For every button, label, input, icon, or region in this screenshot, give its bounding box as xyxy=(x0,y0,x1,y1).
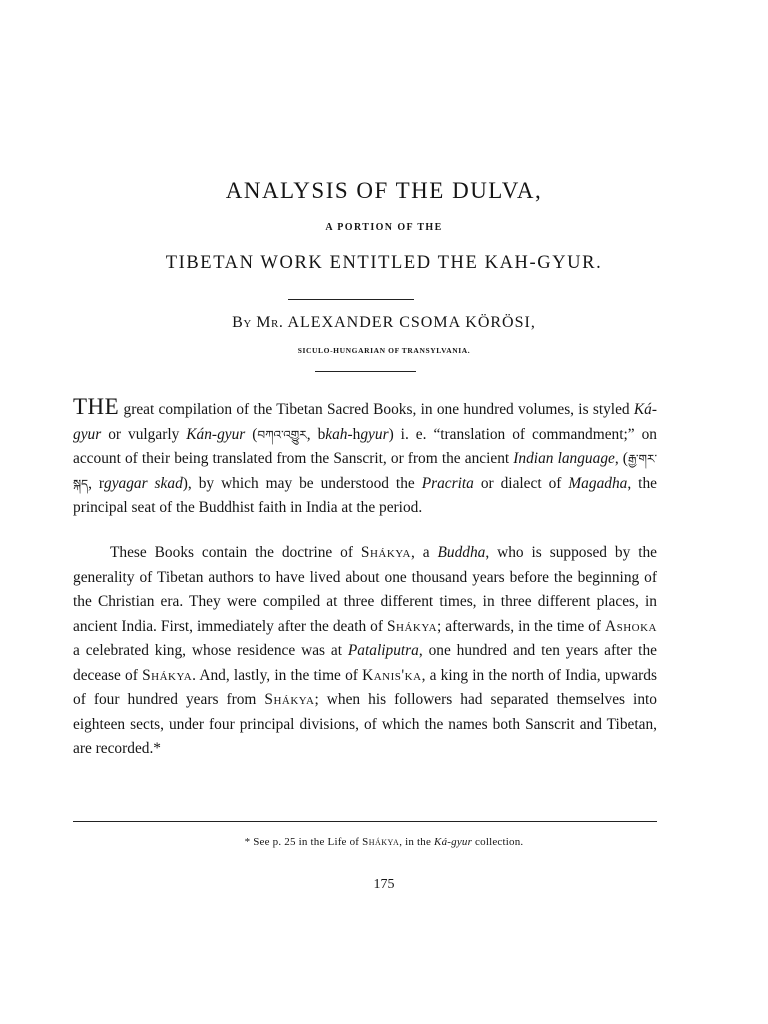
drop-capital: THE xyxy=(73,394,120,419)
byline-prefix: By Mr. xyxy=(232,314,284,331)
author-byline xyxy=(0,314,768,332)
article-subtitle: A PORTION OF THE xyxy=(325,222,443,233)
article-title: ANALYSIS OF THE DULVA, xyxy=(225,178,543,203)
page-number: 175 xyxy=(373,877,395,892)
paragraph-2: These Books contain the doctrine of Shákya, a Buddha, who is supposed by the generality of Tibetan authors to have lived about one thousand years before the beginning of the Christian era. They were compiled at three different times, in three different places, in ancient India. First, immediately after the death of Shákya; afterwards, in the time of Ashoka a celebrated king, whose residence was at Pataliputra, one hundred and ten years after the decease of Shákya. And, lastly, in the time of Kanis'ka, a king in the north of India, upwards of four hundred years from Shákya; when his followers had separated themselves into eighteen sects, under four principal divisions, of which the names both Sanscrit and Tibetan, are recorded.* xyxy=(73,544,658,757)
article-title-continued: TIBETAN WORK ENTITLED THE KAH-GYUR. xyxy=(165,253,603,273)
paragraph-1: THE great compilation of the Tibetan Sacred Books, in one hundred volumes, is styled Ká-gyur or vulgarly Kán-gyur (བཀའ་འགྱུར, bkah-hgyur) i. e. “translation of commandment;” on account of their being translated from the Sanscrit, or from the ancient Indian language, (རྒྱ་གར་སྐད, rgyagar skad), by which may be understood the Pracrita or dialect of Magadha, the principal seat of the Buddhist faith in India at the period. xyxy=(73,394,657,516)
author-name: ALEXANDER CSOMA KÖRÖSI, xyxy=(287,314,536,331)
footnote-divider xyxy=(73,821,657,822)
footnote: * See p. 25 in the Life of Shákya, in the Ká-gyur collection. xyxy=(244,836,524,848)
byline-divider xyxy=(315,371,416,372)
tibetan-script: བཀའ་འགྱུར xyxy=(257,427,307,442)
title-divider xyxy=(288,299,414,300)
author-origin: SICULO-HUNGARIAN OF TRANSYLVANIA. xyxy=(297,346,471,355)
tibetan-script: རྒྱ་གར་སྐད xyxy=(73,452,657,491)
